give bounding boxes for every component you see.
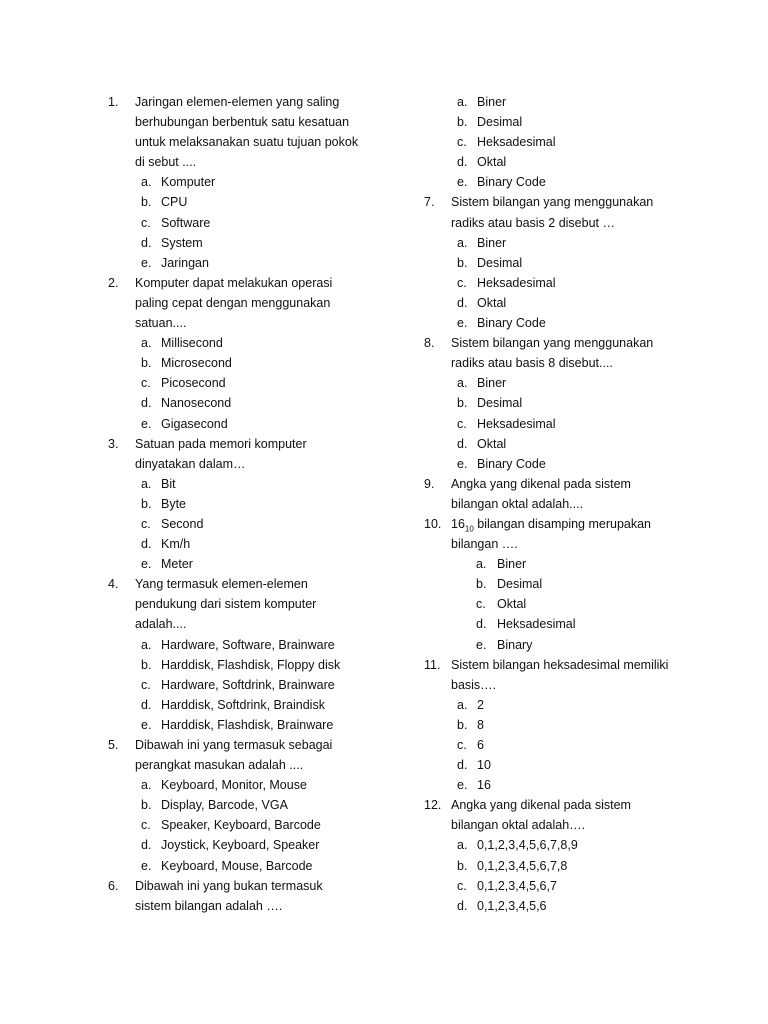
option-letter: a. xyxy=(457,376,468,391)
question-number: 4. xyxy=(108,577,119,592)
option-item xyxy=(108,233,408,253)
option-text: 0,1,2,3,4,5,6,7,8,9 xyxy=(477,838,578,853)
question-5 xyxy=(108,735,408,755)
option-text: Oktal xyxy=(477,155,507,170)
question-2 xyxy=(108,273,408,293)
option-item xyxy=(108,815,408,835)
option-letter: d. xyxy=(457,758,468,773)
option-text: Oktal xyxy=(497,597,527,612)
question-text: paling cepat dengan menggunakan xyxy=(135,295,331,310)
question-1 xyxy=(108,92,408,112)
option-letter: c. xyxy=(141,215,151,230)
option-text: 10 xyxy=(477,758,491,773)
question-number: 10. xyxy=(424,516,442,531)
option-item xyxy=(108,213,408,233)
option-letter: d. xyxy=(457,898,468,913)
option-letter: c. xyxy=(141,376,151,391)
option-letter: a. xyxy=(457,697,468,712)
question-text: Sistem bilangan yang menggunakan xyxy=(451,195,654,210)
option-letter: b. xyxy=(141,356,152,371)
option-item xyxy=(108,333,408,353)
option-letter: a. xyxy=(141,336,152,351)
option-letter: b. xyxy=(141,195,152,210)
option-item xyxy=(424,434,724,454)
option-text: Desimal xyxy=(477,396,523,411)
base-subscript: 10 xyxy=(464,524,474,534)
option-text: Heksadesimal xyxy=(477,275,556,290)
option-item xyxy=(424,574,724,594)
option-letter: a. xyxy=(457,95,468,109)
question-text-rest: bilangan disamping merupakan xyxy=(473,516,652,531)
option-letter: e. xyxy=(457,175,468,190)
option-text: Heksadesimal xyxy=(497,617,576,632)
option-item xyxy=(424,253,724,273)
option-text: 0,1,2,3,4,5,6,7,8 xyxy=(477,858,568,873)
option-item xyxy=(108,414,408,434)
option-text: 0,1,2,3,4,5,6,7 xyxy=(477,878,557,893)
question-text: radiks atau basis 2 disebut … xyxy=(451,215,615,230)
option-item xyxy=(424,233,724,253)
question-number: 1. xyxy=(108,95,119,109)
option-item xyxy=(424,635,724,655)
question-11 xyxy=(424,655,724,675)
option-letter: a. xyxy=(476,557,487,572)
option-letter: c. xyxy=(476,597,486,612)
option-letter: b. xyxy=(457,255,468,270)
option-letter: b. xyxy=(141,798,152,813)
option-item xyxy=(424,132,724,152)
option-item xyxy=(424,454,724,474)
question-text: Dibawah ini yang bukan termasuk xyxy=(135,878,323,893)
option-text: System xyxy=(161,235,203,250)
option-letter: a. xyxy=(457,838,468,853)
option-item xyxy=(424,273,724,293)
option-text: Second xyxy=(161,516,204,531)
option-text: Microsecond xyxy=(161,356,232,371)
option-item xyxy=(108,695,408,715)
question-text: Angka yang dikenal pada sistem xyxy=(451,476,631,491)
option-letter: d. xyxy=(476,617,487,632)
option-letter: c. xyxy=(457,416,467,431)
question-3 xyxy=(108,434,408,454)
option-text: Millisecond xyxy=(161,336,223,351)
option-text: Meter xyxy=(161,557,193,572)
question-text: di sebut .... xyxy=(135,155,197,170)
option-text: Byte xyxy=(161,496,187,511)
right-column xyxy=(424,92,724,916)
option-letter: b. xyxy=(476,577,487,592)
option-text: 16 xyxy=(477,778,491,793)
option-letter: e. xyxy=(457,316,468,331)
question-number: 3. xyxy=(108,436,119,451)
question-text: Yang termasuk elemen-elemen xyxy=(135,577,308,592)
option-item xyxy=(108,675,408,695)
option-item xyxy=(108,474,408,494)
option-item xyxy=(424,755,724,775)
option-text: 0,1,2,3,4,5,6 xyxy=(477,898,547,913)
question-number: 12. xyxy=(424,798,442,813)
option-item xyxy=(108,554,408,574)
left-column xyxy=(108,92,408,916)
option-letter: c. xyxy=(457,275,467,290)
option-text: 8 xyxy=(477,717,484,732)
option-letter: d. xyxy=(141,396,152,411)
option-item xyxy=(108,192,408,212)
question-text: perangkat masukan adalah .... xyxy=(135,758,304,773)
option-text: Picosecond xyxy=(161,376,226,391)
option-text: Display, Barcode, VGA xyxy=(161,798,288,813)
option-text: Jaringan xyxy=(161,255,209,270)
option-item xyxy=(424,896,724,916)
option-item xyxy=(108,534,408,554)
question-10 xyxy=(424,514,724,534)
question-number: 7. xyxy=(424,195,435,210)
option-text: Keyboard, Monitor, Mouse xyxy=(161,778,307,793)
base-number: 16 xyxy=(451,516,465,531)
option-item xyxy=(424,172,724,192)
option-letter: e. xyxy=(457,456,468,471)
option-item xyxy=(424,775,724,795)
question-text: Sistem bilangan heksadesimal memiliki xyxy=(451,657,669,672)
option-text: Komputer xyxy=(161,175,216,190)
option-item xyxy=(108,856,408,876)
question-text: Jaringan elemen-elemen yang saling xyxy=(135,95,340,109)
option-text: Hardware, Software, Brainware xyxy=(161,637,335,652)
question-text: Komputer dapat melakukan operasi xyxy=(135,275,333,290)
question-text: dinyatakan dalam… xyxy=(135,456,246,471)
option-item xyxy=(108,393,408,413)
option-item xyxy=(424,614,724,634)
option-letter: e. xyxy=(457,778,468,793)
option-letter: e. xyxy=(141,416,152,431)
option-text: Gigasecond xyxy=(161,416,228,431)
option-letter: b. xyxy=(141,496,152,511)
option-text: Desimal xyxy=(477,115,523,130)
option-text: Biner xyxy=(477,95,507,109)
option-text: Hardware, Softdrink, Brainware xyxy=(161,677,335,692)
option-letter: c. xyxy=(141,818,151,833)
option-text: Binary xyxy=(497,637,533,652)
option-letter: c. xyxy=(457,878,467,893)
option-text: Desimal xyxy=(497,577,543,592)
option-item xyxy=(108,253,408,273)
option-item xyxy=(108,172,408,192)
option-letter: a. xyxy=(457,235,468,250)
question-12 xyxy=(424,795,724,815)
question-7 xyxy=(424,192,724,212)
option-item xyxy=(108,494,408,514)
option-item xyxy=(424,735,724,755)
option-text: Software xyxy=(161,215,211,230)
option-text: Biner xyxy=(497,557,527,572)
option-text: Desimal xyxy=(477,255,523,270)
option-item xyxy=(424,835,724,855)
option-letter: e. xyxy=(141,557,152,572)
option-text: Harddisk, Flashdisk, Brainware xyxy=(161,717,334,732)
question-number: 6. xyxy=(108,878,119,893)
option-text: Binary Code xyxy=(477,456,546,471)
option-text: Biner xyxy=(477,376,507,391)
question-number: 9. xyxy=(424,476,435,491)
question-text: bilangan …. xyxy=(451,537,518,552)
option-item xyxy=(108,775,408,795)
question-number: 5. xyxy=(108,738,119,752)
option-text: Nanosecond xyxy=(161,396,232,411)
option-letter: e. xyxy=(476,637,487,652)
option-text: Harddisk, Flashdisk, Floppy disk xyxy=(161,657,341,672)
option-letter: b. xyxy=(141,657,152,672)
question-text: pendukung dari sistem komputer xyxy=(135,597,317,612)
option-item xyxy=(424,112,724,132)
question-text: Angka yang dikenal pada sistem xyxy=(451,798,631,813)
question-text: bilangan oktal adalah…. xyxy=(451,818,586,833)
option-item xyxy=(108,655,408,675)
option-item xyxy=(424,715,724,735)
option-item xyxy=(108,514,408,534)
option-letter: e. xyxy=(141,858,152,873)
question-text: sistem bilangan adalah …. xyxy=(135,898,283,913)
option-letter: b. xyxy=(457,115,468,130)
option-text: Oktal xyxy=(477,295,507,310)
option-letter: d. xyxy=(457,436,468,451)
option-letter: d. xyxy=(141,697,152,712)
option-item xyxy=(108,373,408,393)
option-item xyxy=(424,373,724,393)
option-text: 2 xyxy=(477,697,484,712)
question-text: berhubungan berbentuk satu kesatuan xyxy=(135,115,350,130)
option-text: Heksadesimal xyxy=(477,416,556,431)
option-letter: a. xyxy=(141,476,152,491)
option-letter: a. xyxy=(141,778,152,793)
option-item xyxy=(424,414,724,434)
option-item xyxy=(108,835,408,855)
option-item xyxy=(424,876,724,896)
option-item xyxy=(108,795,408,815)
question-8 xyxy=(424,333,724,353)
option-item xyxy=(108,715,408,735)
option-text: CPU xyxy=(161,195,188,210)
option-item xyxy=(424,152,724,172)
option-text: Heksadesimal xyxy=(477,135,556,150)
question-text: untuk melaksanakan suatu tujuan pokok xyxy=(135,135,359,150)
question-text xyxy=(451,514,651,534)
question-number: 2. xyxy=(108,275,119,290)
option-letter: d. xyxy=(141,838,152,853)
question-text: Dibawah ini yang termasuk sebagai xyxy=(135,738,333,752)
option-letter: d. xyxy=(141,235,152,250)
option-text: Keyboard, Mouse, Barcode xyxy=(161,858,313,873)
option-text: Bit xyxy=(161,476,176,491)
question-text: adalah.... xyxy=(135,617,187,632)
option-letter: e. xyxy=(141,717,152,732)
option-text: Oktal xyxy=(477,436,507,451)
option-letter: c. xyxy=(457,738,467,752)
option-letter: a. xyxy=(141,637,152,652)
option-item xyxy=(424,393,724,413)
question-number: 8. xyxy=(424,336,435,351)
option-text: Speaker, Keyboard, Barcode xyxy=(161,818,321,833)
option-letter: d. xyxy=(457,155,468,170)
option-text: Binary Code xyxy=(477,175,546,190)
option-letter: b. xyxy=(457,717,468,732)
question-6 xyxy=(108,876,408,896)
option-letter: c. xyxy=(141,677,151,692)
question-text: satuan.... xyxy=(135,316,187,331)
option-text: Km/h xyxy=(161,537,191,552)
option-text: Harddisk, Softdrink, Braindisk xyxy=(161,697,325,712)
question-number: 11. xyxy=(424,657,441,672)
question-text: Satuan pada memori komputer xyxy=(135,436,307,451)
option-letter: c. xyxy=(141,516,151,531)
option-text: 6 xyxy=(477,738,484,752)
question-4 xyxy=(108,574,408,594)
option-letter: b. xyxy=(457,858,468,873)
option-item xyxy=(108,635,408,655)
option-letter: b. xyxy=(457,396,468,411)
option-letter: e. xyxy=(141,255,152,270)
option-letter: c. xyxy=(457,135,467,150)
option-item xyxy=(424,856,724,876)
option-item xyxy=(424,92,724,112)
option-text: Joystick, Keyboard, Speaker xyxy=(161,838,320,853)
question-text: bilangan oktal adalah.... xyxy=(451,496,584,511)
option-letter: d. xyxy=(457,295,468,310)
option-item xyxy=(424,554,724,574)
question-text: radiks atau basis 8 disebut.... xyxy=(451,356,613,371)
option-item xyxy=(424,313,724,333)
option-item xyxy=(424,594,724,614)
option-item xyxy=(424,293,724,313)
option-item xyxy=(108,353,408,373)
question-9 xyxy=(424,474,724,494)
option-item xyxy=(424,695,724,715)
option-text: Binary Code xyxy=(477,316,546,331)
question-text: Sistem bilangan yang menggunakan xyxy=(451,336,654,351)
option-text: Biner xyxy=(477,235,507,250)
option-letter: d. xyxy=(141,537,152,552)
question-text: basis…. xyxy=(451,677,497,692)
option-letter: a. xyxy=(141,175,152,190)
